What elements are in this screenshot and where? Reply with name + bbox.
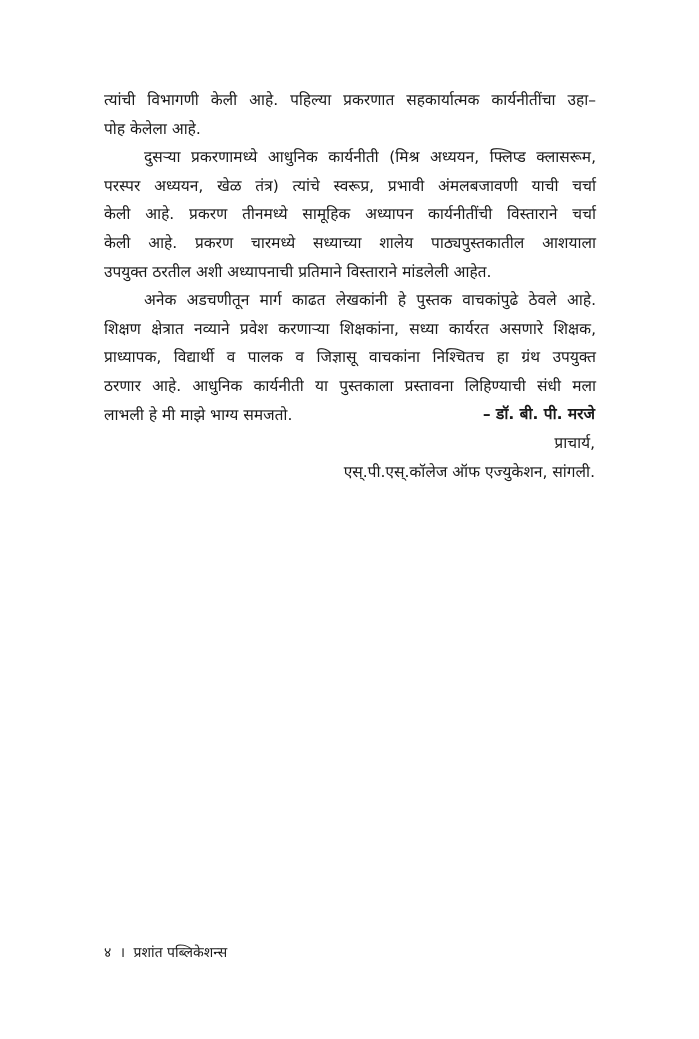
text-line: केली आहे. प्रकरण तीनमध्ये सामूहिक अध्यापन कार्यनीतींची विस्ताराने चर्चा [104, 205, 596, 224]
text-line: परस्पर अध्ययन, खेळ तंत्र) त्यांचे स्वरूप्र, प्रभावी अंमलबजावणी याची चर्चा [104, 176, 596, 195]
text-line: केली आहे. प्रकरण चारमध्ये सध्याच्या शालेय पाठ्यपुस्तकातील आशयाला [104, 233, 596, 252]
signatory-name: – डॉ. बी. पी. मरजे [482, 405, 595, 423]
text-line: पोह केलेला आहे. [104, 119, 201, 138]
page-number: ४ [104, 945, 112, 961]
signature-block [344, 400, 595, 487]
preface-body [104, 86, 596, 429]
paragraph-1 [104, 86, 596, 143]
text-line: अनेक अडचणीतून मार्ग काढत लेखकांनी हे पुस्तक वाचकांपुढे ठेवले आहे. [144, 291, 596, 310]
page-footer [104, 943, 227, 963]
text-line: उपयुक्त ठरतील अशी अध्यापनाची प्रतिमाने विस्ताराने मांडलेली आहेत. [104, 262, 492, 281]
text-line: दुसऱ्या प्रकरणामध्ये आधुनिक कार्यनीती (मिश्र अध्ययन, फ्लिप्ड क्लासरूम, [144, 148, 596, 167]
paragraph-2 [104, 143, 596, 286]
text-line: शिक्षण क्षेत्रात नव्याने प्रवेश करणाऱ्या शिक्षकांना, सध्या कार्यरत असणारे शिक्षक, [104, 319, 596, 338]
text-line: लाभली हे मी माझे भाग्य समजतो. [104, 405, 293, 424]
text-line: ठरणार आहे. आधुनिक कार्यनीती या पुस्तकाला प्रस्तावना लिहिण्याची संधी मला [104, 376, 596, 395]
signatory-institution: एस्.पी.एस्.कॉलेज ऑफ एज्युकेशन, सांगली. [343, 463, 595, 481]
text-line: प्राध्यापक, विद्यार्थी व पालक व जिज्ञासू वाचकांना निश्चितच हा ग्रंथ उपयुक्त [104, 348, 596, 367]
publisher-name: प्रशांत पब्लिकेशन्स [133, 945, 228, 961]
footer-separator: । [119, 945, 126, 961]
text-line: त्यांची विभागणी केली आहे. पहिल्या प्रकरणात सहकार्यात्मक कार्यनीतींचा उहा– [104, 91, 596, 109]
signatory-designation: प्राचार्य, [554, 434, 595, 452]
